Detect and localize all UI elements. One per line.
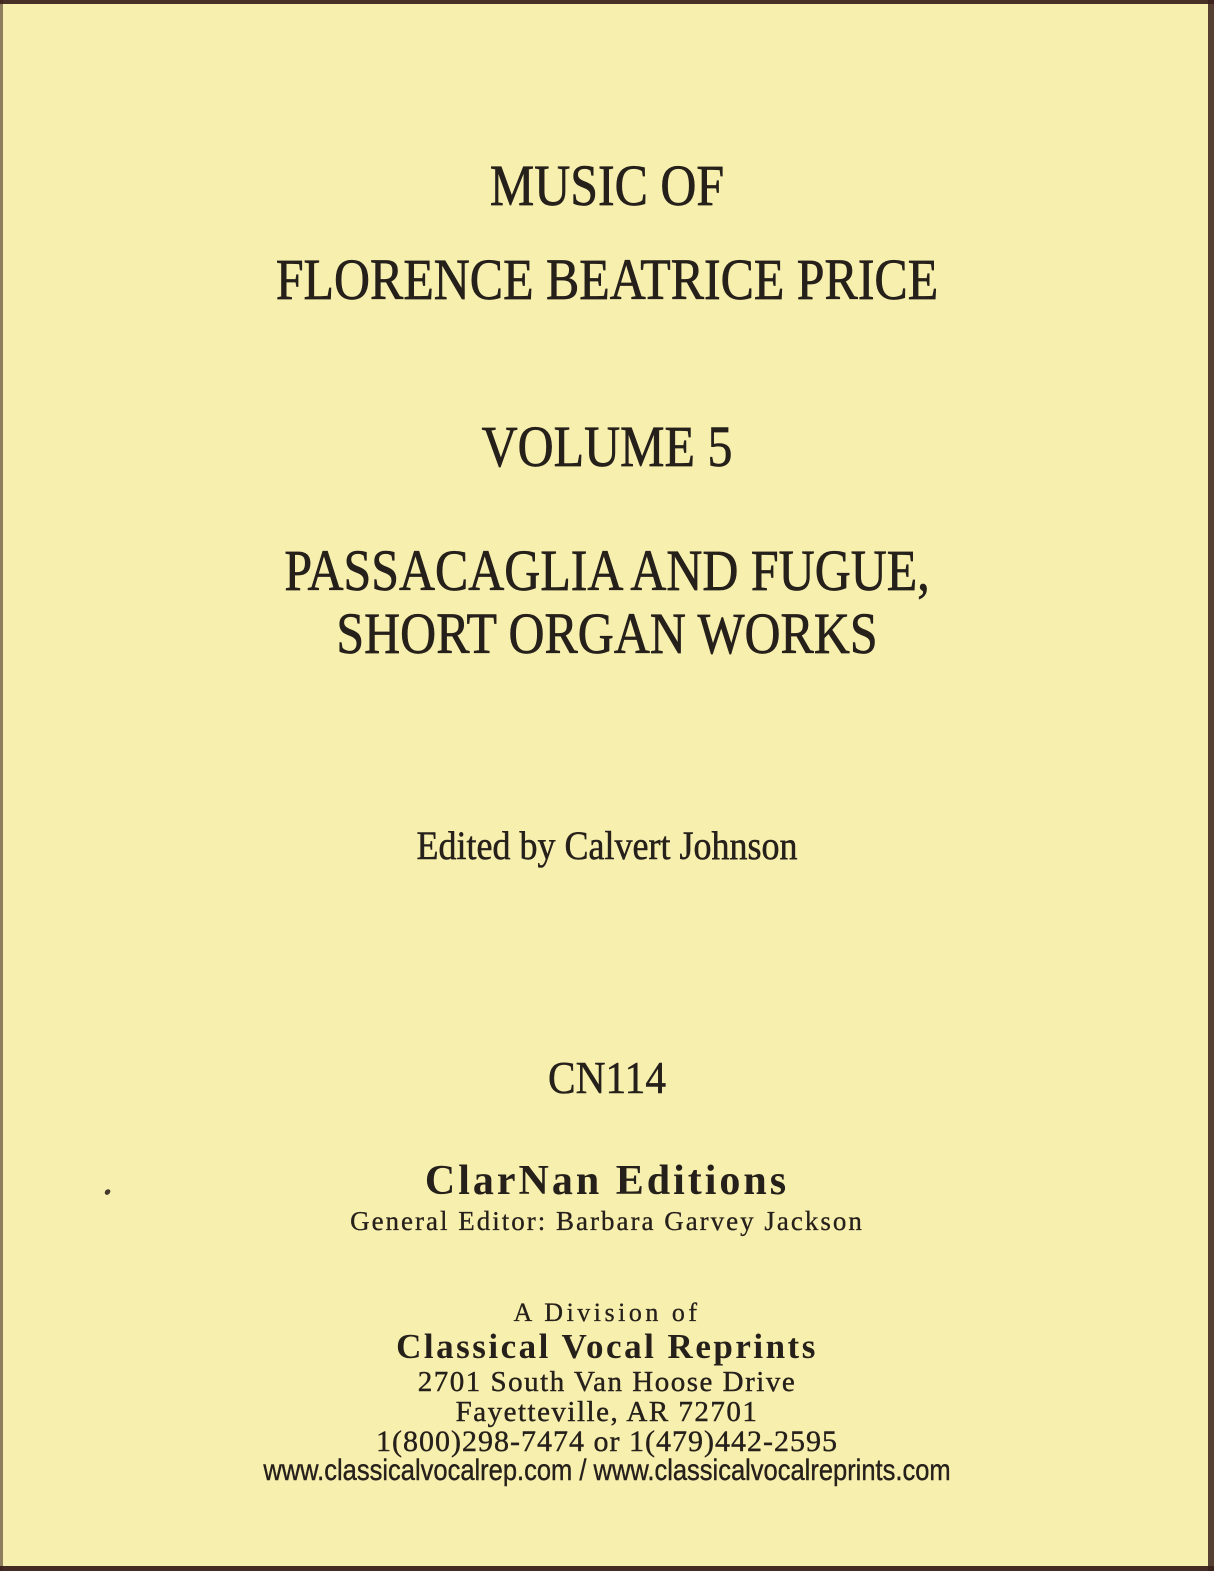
general-editor-line: General Editor: Barbara Garvey Jackson <box>350 1206 864 1236</box>
volume-heading: VOLUME 5 <box>481 414 733 479</box>
publisher-name: ClarNan Editions <box>424 1158 790 1204</box>
division-of-line: A Division of <box>513 1298 701 1327</box>
catalog-number: CN114 <box>547 1052 667 1103</box>
websites-line: www.classicalvocalrep.com / www.classicalvocalreprints.com <box>263 1454 951 1487</box>
scan-edge-top <box>0 0 1214 4</box>
address-city: Fayetteville, AR 72701 <box>455 1396 759 1428</box>
address-street: 2701 South Van Hoose Drive <box>417 1366 797 1398</box>
subtitle-line-1: PASSACAGLIA AND FUGUE, <box>284 538 930 603</box>
edited-by-line: Edited by Calvert Johnson <box>416 823 798 868</box>
subtitle-line-2: SHORT ORGAN WORKS <box>336 601 878 666</box>
phone-line: 1(800)298-7474 or 1(479)442-2595 <box>376 1425 838 1458</box>
title-line-2: FLORENCE BEATRICE PRICE <box>275 247 939 312</box>
scan-edge-bottom <box>0 1566 1214 1571</box>
title-line-1: MUSIC OF <box>489 153 725 218</box>
company-name: Classical Vocal Reprints <box>396 1327 818 1366</box>
